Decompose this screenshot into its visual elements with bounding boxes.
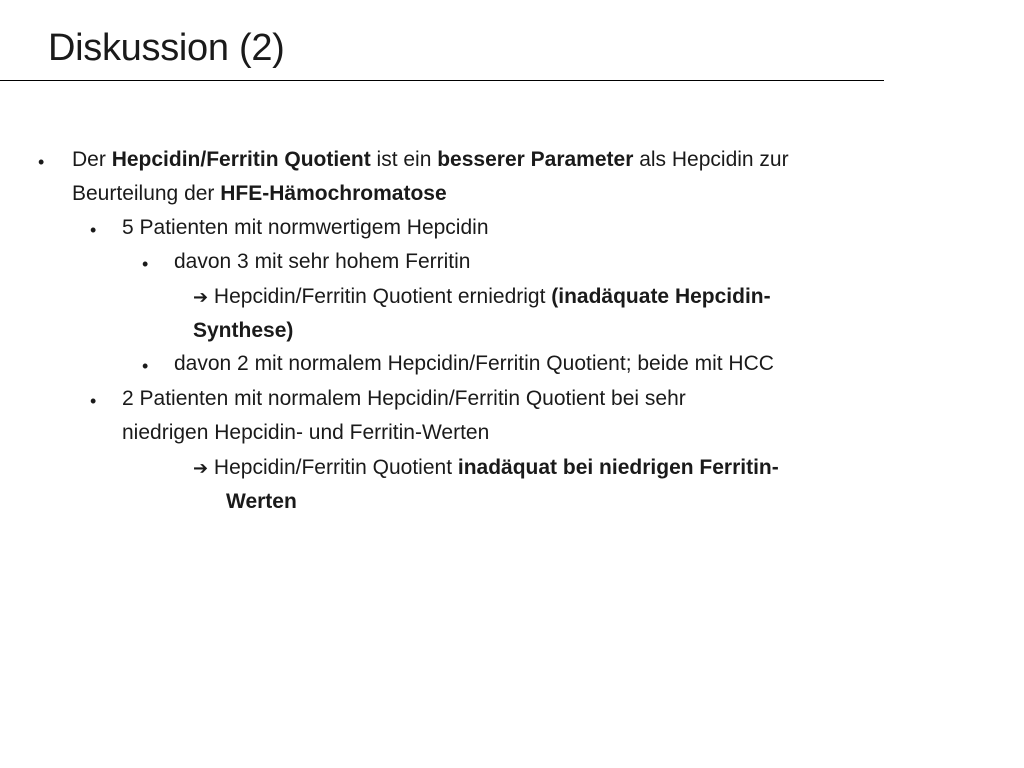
title-divider	[0, 80, 884, 81]
bullet-icon: •	[142, 356, 149, 376]
sub-bullet-text: 5 Patienten mit normwertigem Hepcidin	[122, 216, 489, 239]
bullet-icon: •	[90, 391, 97, 411]
sub-bullet-text: 2 Patienten mit normalem Hepcidin/Ferritin Quotient bei sehr	[122, 387, 686, 410]
arrow-right-icon: ➔	[193, 287, 209, 308]
conclusion-text-continuation: Werten	[226, 490, 297, 513]
sub-bullet-text-continuation: niedrigen Hepcidin- und Ferritin-Werten	[122, 421, 490, 444]
slide-title: Diskussion (2)	[48, 27, 285, 69]
sub-sub-bullet-text: davon 3 mit sehr hohem Ferritin	[174, 250, 471, 273]
conclusion-text: ➔ Hepcidin/Ferritin Quotient erniedrigt (inadäquate Hepcidin-	[193, 285, 771, 308]
bullet-icon: •	[142, 254, 149, 274]
bullet-icon: •	[38, 152, 45, 172]
bullet-icon: •	[90, 220, 97, 240]
conclusion-text: ➔ Hepcidin/Ferritin Quotient inadäquat bei niedrigen Ferritin-	[193, 456, 779, 479]
bullet-text-continuation: Beurteilung der HFE-Hämochromatose	[72, 182, 447, 205]
arrow-right-icon: ➔	[193, 458, 209, 479]
conclusion-text-continuation: Synthese)	[193, 319, 294, 342]
bullet-text: Der Hepcidin/Ferritin Quotient ist ein besserer Parameter als Hepcidin zur	[72, 148, 789, 171]
sub-sub-bullet-text: davon 2 mit normalem Hepcidin/Ferritin Quotient; beide mit HCC	[174, 352, 774, 375]
